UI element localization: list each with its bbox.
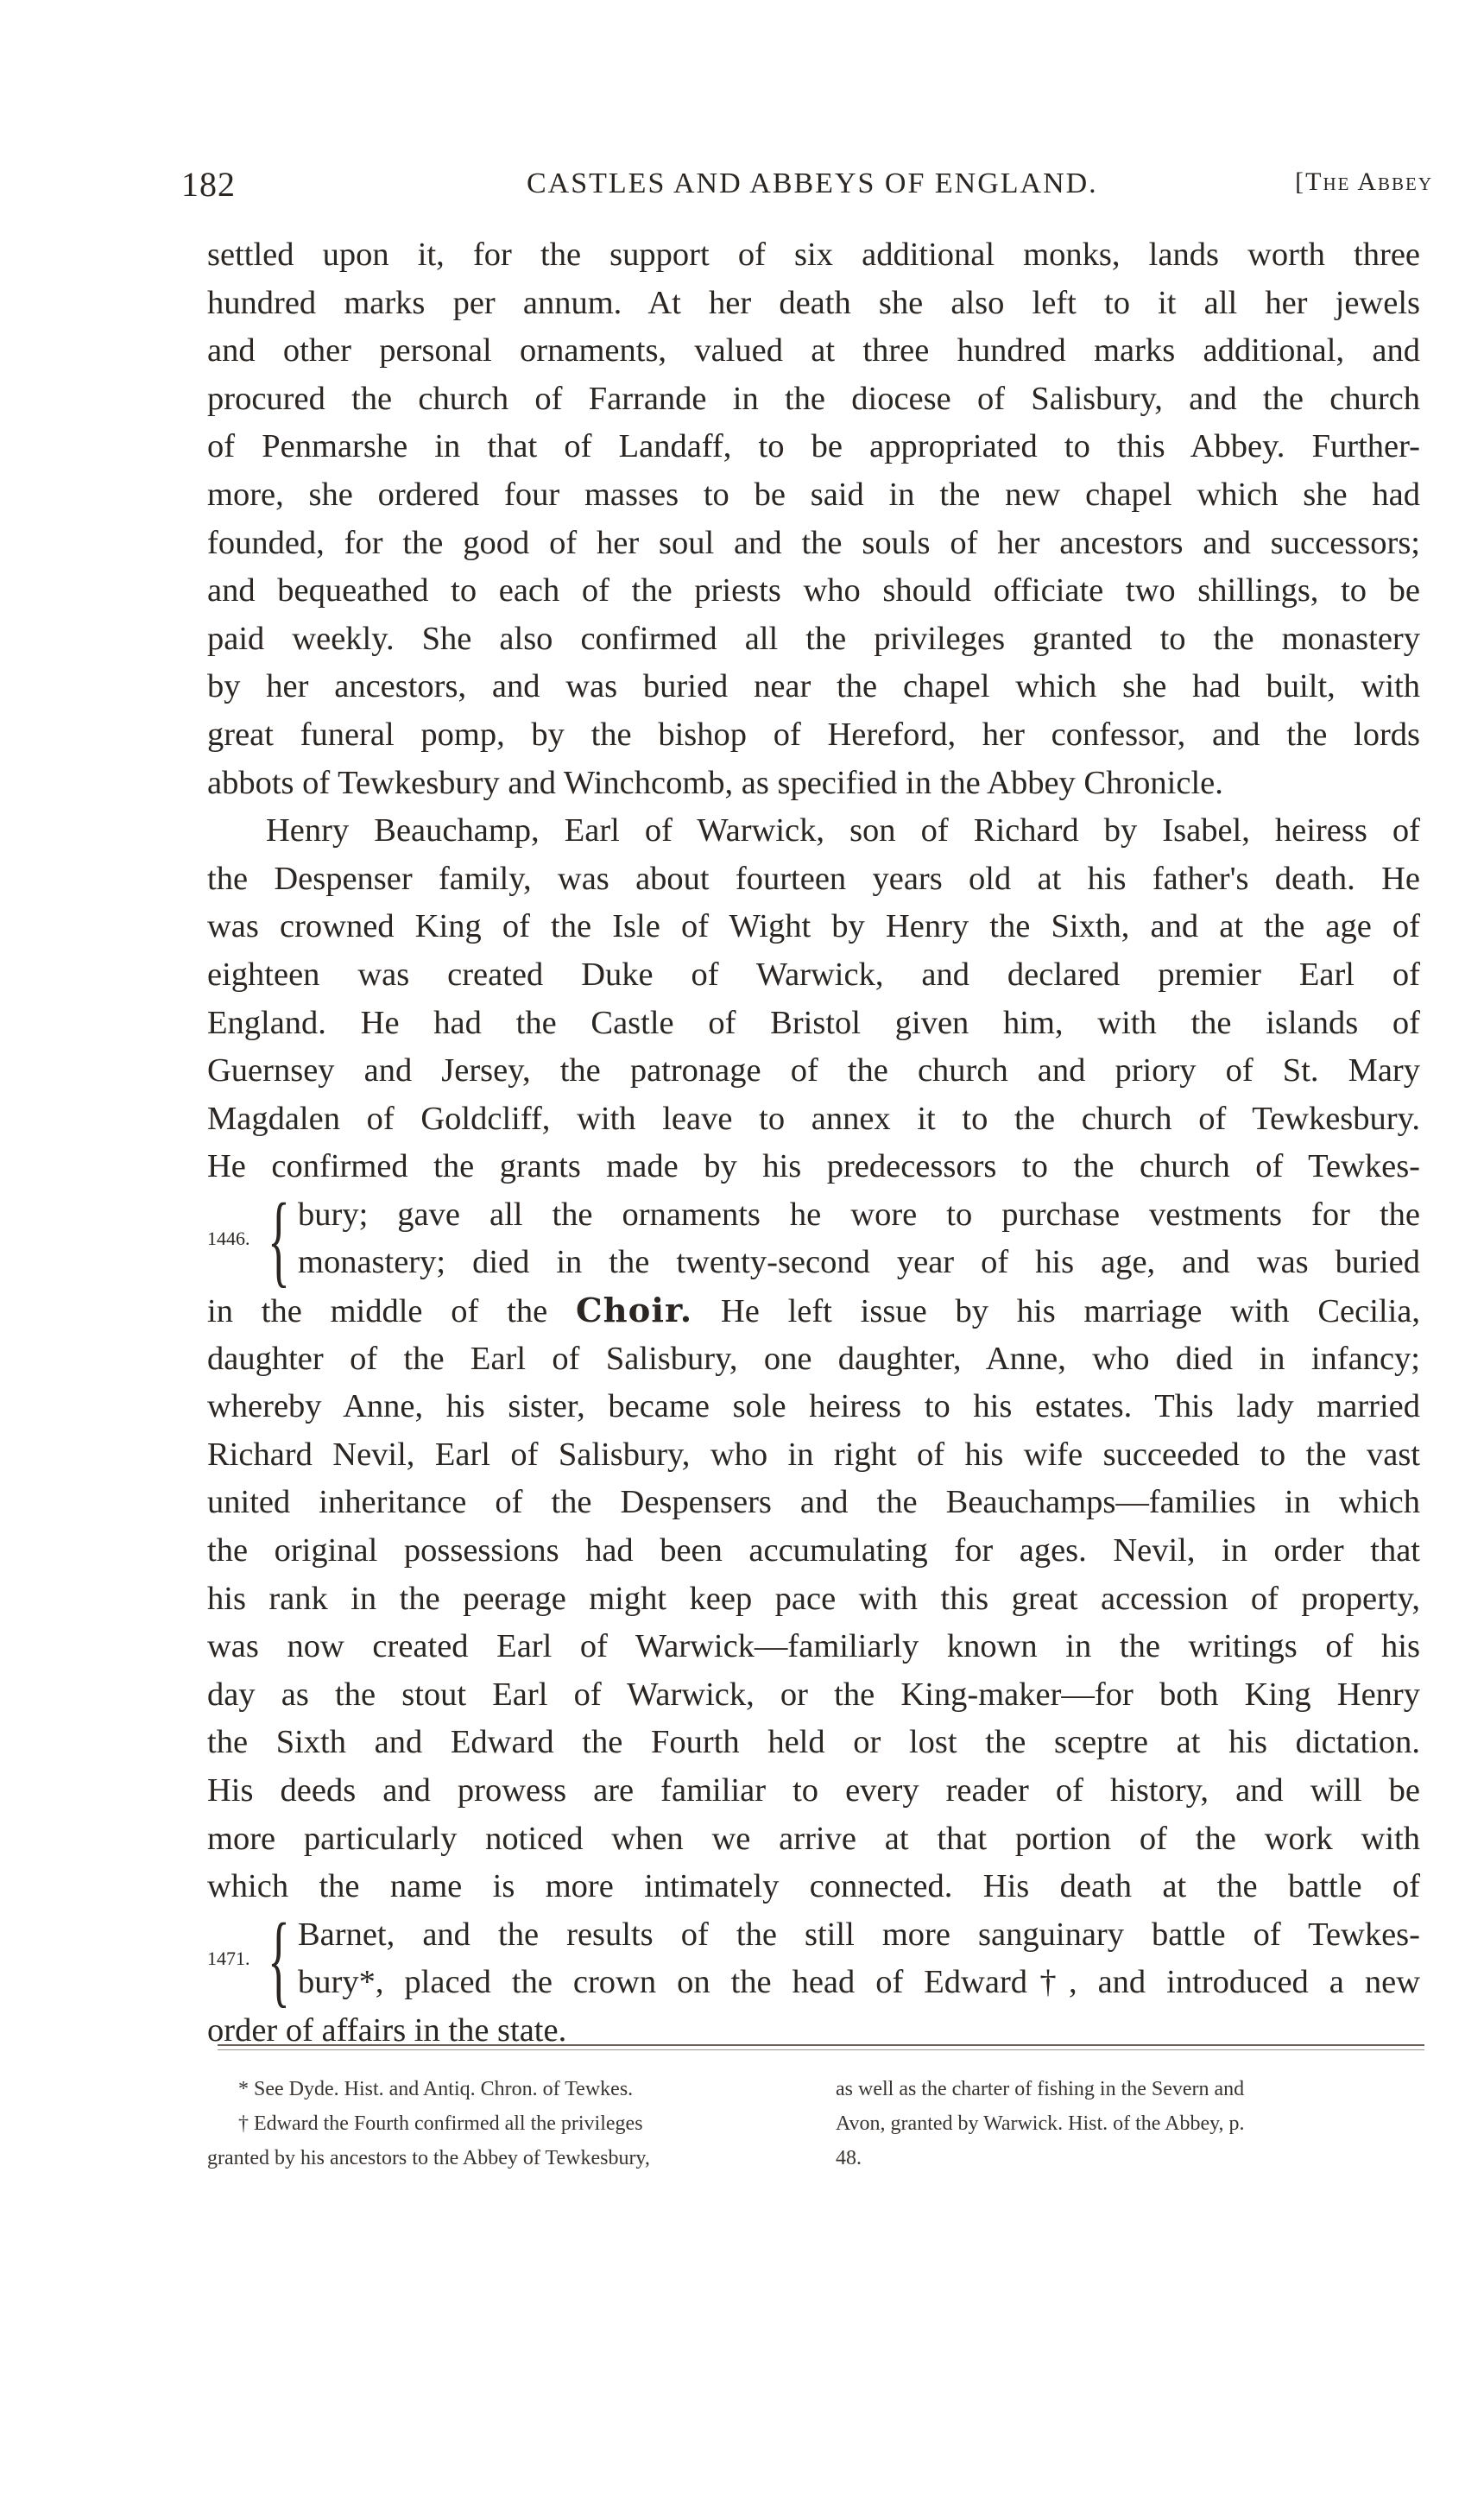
footnote-line: 48. — [836, 2147, 862, 2169]
text-line: his rank in the peerage might keep pace with this great accession of property, — [207, 1580, 1420, 1617]
text-line: England. He had the Castle of Bristol given him, with the islands of — [207, 1004, 1420, 1041]
text-line: more, she ordered four masses to be said in the new chapel which she had — [207, 476, 1420, 513]
footnote-line: * See Dyde. Hist. and Antiq. Chron. of Tewkes. — [238, 2078, 634, 2100]
footnote-line: as well as the charter of fishing in the Severn and — [836, 2078, 1245, 2100]
footnote-column-left — [207, 2072, 811, 2175]
margin-date-bracket — [207, 1181, 1420, 1297]
footnote-line: Avon, granted by Warwick. Hist. of the Abbey, p. — [836, 2112, 1245, 2135]
text-line: hundred marks per annum. At her death she also left to it all her jewels — [207, 284, 1420, 321]
running-head — [181, 164, 1433, 205]
text-line: daughter of the Earl of Salisbury, one daughter, Anne, who died in infancy; — [207, 1340, 1420, 1377]
text-line: His deeds and prowess are familiar to every reader of history, and will be — [207, 1772, 1420, 1809]
text-line: bury*, placed the crown on the head of Edward†, and introduced a new — [298, 1964, 1420, 2001]
text-line: the original possessions had been accumulating for ages. Nevil, in order that — [207, 1532, 1420, 1569]
text-line: bury; gave all the ornaments he wore to purchase vestments for the — [298, 1196, 1420, 1233]
text-line: was crowned King of the Isle of Wight by Henry the Sixth, and at the age of — [207, 908, 1420, 945]
text-line: paid weekly. She also confirmed all the privileges granted to the monastery — [207, 620, 1420, 657]
text-line: Richard Nevil, Earl of Salisbury, who in right of his wife succeeded to the vast — [207, 1436, 1420, 1473]
text-line: the Sixth and Edward the Fourth held or lost the sceptre at his dictation. — [207, 1724, 1420, 1761]
text-line: more particularly noticed when we arrive at that portion of the work with — [207, 1820, 1420, 1857]
text-line: was now created Earl of Warwick—familiarly known in the writings of his — [207, 1628, 1420, 1665]
brace-icon: { — [268, 1901, 290, 2017]
text-line: and bequeathed to each of the priests who should officiate two shillings, to be — [207, 572, 1420, 609]
text-line-paragraph-start: Henry Beauchamp, Earl of Warwick, son of Richard by Isabel, heiress of — [266, 812, 1420, 849]
text-line: by her ancestors, and was buried near the chapel which she had built, with — [207, 668, 1420, 705]
text-line: monastery; died in the twenty-second year of his age, and was buried — [298, 1244, 1420, 1281]
text-line: and other personal ornaments, valued at three hundred marks additional, and — [207, 332, 1420, 369]
text-line: procured the church of Farrande in the diocese of Salisbury, and the church — [207, 380, 1420, 417]
text-line — [207, 1287, 1420, 1335]
running-title: CASTLES AND ABBEYS OF ENGLAND. — [527, 167, 1098, 199]
text-line: settled upon it, for the support of six additional monks, lands worth three — [207, 237, 1420, 273]
text-line: order of affairs in the state. — [207, 2011, 567, 2049]
text-line: which the name is more intimately connected. His death at the battle of — [207, 1868, 1420, 1905]
margin-date-bracket — [207, 1901, 1420, 2017]
brace-icon: { — [268, 1181, 290, 1297]
text-line: united inheritance of the Despensers and the Beauchamps—families in which — [207, 1484, 1420, 1521]
text-line: abbots of Tewkesbury and Winchcomb, as specified in the Abbey Chronicle. — [207, 764, 1223, 801]
text-fragment: He left issue by his marriage with Cecilia, — [720, 1293, 1420, 1330]
footnote-divider — [218, 2049, 1424, 2050]
text-line: Guernsey and Jersey, the patronage of the church and priory of St. Mary — [207, 1052, 1420, 1089]
margin-year: 1471. — [207, 1947, 250, 1969]
footnote-line: † Edward the Fourth confirmed all the privileges — [238, 2112, 643, 2135]
footnote-line: granted by his ancestors to the Abbey of Tewkesbury, — [207, 2147, 650, 2169]
text-line: eighteen was created Duke of Warwick, and declared premier Earl of — [207, 956, 1420, 993]
text-line: of Penmarshe in that of Landaff, to be appropriated to this Abbey. Further- — [207, 428, 1420, 465]
text-line: day as the stout Earl of Warwick, or the King-maker—for both King Henry — [207, 1676, 1420, 1713]
text-fragment: in the middle of the — [207, 1293, 548, 1330]
footnote-divider — [218, 2044, 1424, 2046]
page-number: 182 — [181, 165, 236, 204]
footnote-column-right — [836, 2072, 1424, 2175]
blackletter-word: Choir. — [576, 1291, 693, 1331]
section-marker: [The Abbey — [1295, 167, 1433, 196]
margin-year: 1446. — [207, 1227, 250, 1249]
body-text — [207, 231, 1420, 2055]
text-line: founded, for the good of her soul and the souls of her ancestors and successors; — [207, 524, 1420, 561]
text-line: He confirmed the grants made by his predecessors to the church of Tewkes- — [207, 1148, 1420, 1185]
text-line: Magdalen of Goldcliff, with leave to annex it to the church of Tewkesbury. — [207, 1100, 1420, 1137]
text-line: the Despenser family, was about fourteen years old at his father's death. He — [207, 860, 1420, 897]
text-line: Barnet, and the results of the still more sanguinary battle of Tewkes- — [298, 1916, 1420, 1953]
text-line: whereby Anne, his sister, became sole heiress to his estates. This lady married — [207, 1388, 1420, 1425]
text-line: great funeral pomp, by the bishop of Hereford, her confessor, and the lords — [207, 716, 1420, 753]
